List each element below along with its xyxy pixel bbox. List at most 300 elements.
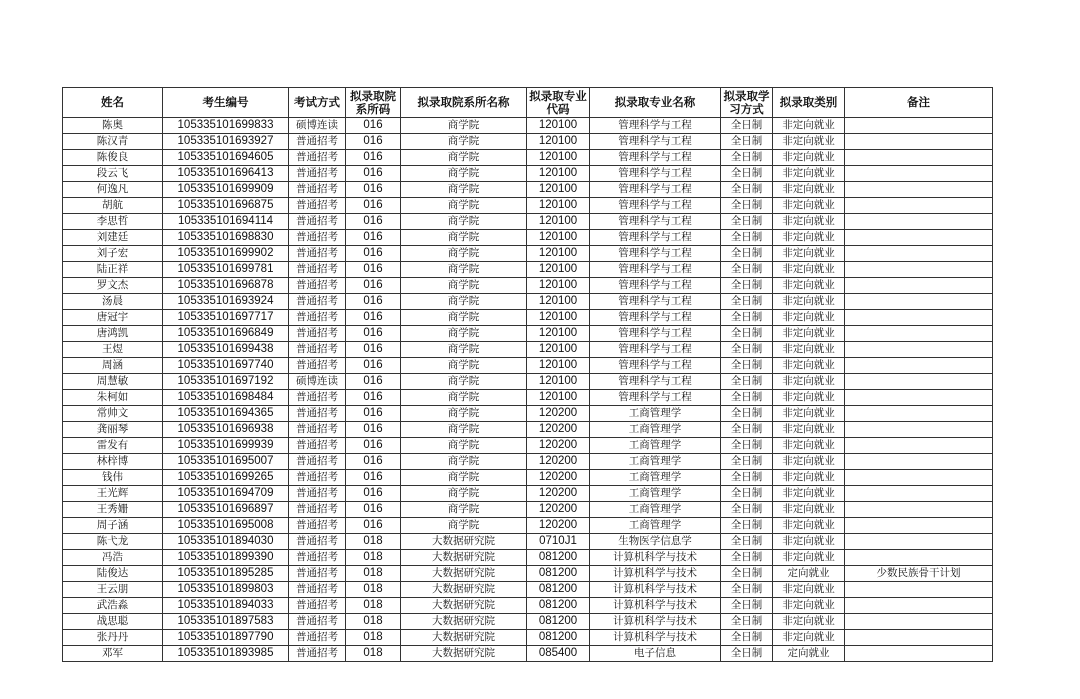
cell-exam-type: 普通招考 [289, 310, 346, 326]
cell-category: 非定向就业 [773, 182, 845, 198]
cell-major-code: 120100 [527, 390, 590, 406]
cell-exam-type: 普通招考 [289, 214, 346, 230]
cell-exam-type: 普通招考 [289, 422, 346, 438]
cell-remarks [845, 550, 993, 566]
cell-dept-name: 大数据研究院 [401, 630, 527, 646]
cell-remarks [845, 454, 993, 470]
cell-remarks [845, 630, 993, 646]
cell-major-name: 电子信息 [590, 646, 721, 662]
cell-major-code: 120100 [527, 230, 590, 246]
cell-major-code: 120100 [527, 182, 590, 198]
cell-category: 非定向就业 [773, 230, 845, 246]
cell-name: 何逸凡 [63, 182, 163, 198]
cell-dept-code: 016 [346, 438, 401, 454]
cell-category: 定向就业 [773, 646, 845, 662]
cell-category: 非定向就业 [773, 358, 845, 374]
cell-name: 陆正祥 [63, 262, 163, 278]
cell-study-mode: 全日制 [721, 502, 773, 518]
table-row [63, 294, 993, 310]
cell-dept-name: 商学院 [401, 278, 527, 294]
cell-name: 王光辉 [63, 486, 163, 502]
cell-exam-type: 普通招考 [289, 278, 346, 294]
cell-exam-type: 普通招考 [289, 246, 346, 262]
cell-remarks [845, 486, 993, 502]
cell-major-name: 计算机科学与技术 [590, 598, 721, 614]
admission-table [62, 87, 993, 662]
cell-study-mode: 全日制 [721, 166, 773, 182]
cell-exam-type: 普通招考 [289, 630, 346, 646]
cell-name: 武浩淼 [63, 598, 163, 614]
cell-dept-name: 商学院 [401, 214, 527, 230]
cell-dept-name: 商学院 [401, 470, 527, 486]
cell-major-code: 120200 [527, 406, 590, 422]
cell-exam-type: 普通招考 [289, 598, 346, 614]
cell-remarks [845, 118, 993, 134]
cell-exam-type: 普通招考 [289, 406, 346, 422]
cell-dept-name: 大数据研究院 [401, 646, 527, 662]
cell-category: 非定向就业 [773, 278, 845, 294]
cell-remarks [845, 406, 993, 422]
cell-remarks [845, 246, 993, 262]
cell-exam-type: 普通招考 [289, 454, 346, 470]
cell-category: 非定向就业 [773, 406, 845, 422]
cell-category: 非定向就业 [773, 502, 845, 518]
cell-dept-name: 商学院 [401, 502, 527, 518]
cell-name: 龚丽琴 [63, 422, 163, 438]
cell-study-mode: 全日制 [721, 454, 773, 470]
cell-remarks [845, 166, 993, 182]
cell-dept-name: 商学院 [401, 406, 527, 422]
cell-candidate-id: 105335101699833 [163, 118, 289, 134]
cell-category: 非定向就业 [773, 390, 845, 406]
table-row [63, 246, 993, 262]
cell-major-code: 120200 [527, 486, 590, 502]
cell-dept-code: 016 [346, 374, 401, 390]
cell-name: 雷发有 [63, 438, 163, 454]
cell-dept-name: 商学院 [401, 134, 527, 150]
cell-dept-name: 商学院 [401, 182, 527, 198]
table-row [63, 358, 993, 374]
cell-exam-type: 普通招考 [289, 326, 346, 342]
cell-dept-code: 016 [346, 454, 401, 470]
cell-remarks [845, 326, 993, 342]
cell-exam-type: 普通招考 [289, 294, 346, 310]
cell-dept-name: 大数据研究院 [401, 582, 527, 598]
cell-study-mode: 全日制 [721, 534, 773, 550]
cell-dept-name: 商学院 [401, 422, 527, 438]
cell-study-mode: 全日制 [721, 582, 773, 598]
cell-exam-type: 普通招考 [289, 550, 346, 566]
cell-major-code: 120100 [527, 214, 590, 230]
table-row [63, 502, 993, 518]
cell-major-code: 081200 [527, 598, 590, 614]
cell-dept-name: 商学院 [401, 246, 527, 262]
cell-major-code: 085400 [527, 646, 590, 662]
cell-exam-type: 普通招考 [289, 198, 346, 214]
cell-major-name: 计算机科学与技术 [590, 614, 721, 630]
cell-remarks [845, 358, 993, 374]
cell-major-code: 120100 [527, 374, 590, 390]
cell-major-name: 工商管理学 [590, 422, 721, 438]
cell-candidate-id: 105335101694365 [163, 406, 289, 422]
cell-remarks [845, 438, 993, 454]
cell-major-code: 120100 [527, 262, 590, 278]
cell-dept-name: 商学院 [401, 150, 527, 166]
cell-candidate-id: 105335101894033 [163, 598, 289, 614]
cell-major-code: 120200 [527, 438, 590, 454]
table-row [63, 230, 993, 246]
cell-remarks [845, 310, 993, 326]
cell-name: 周子涵 [63, 518, 163, 534]
cell-study-mode: 全日制 [721, 422, 773, 438]
cell-study-mode: 全日制 [721, 310, 773, 326]
cell-remarks [845, 278, 993, 294]
cell-candidate-id: 105335101897583 [163, 614, 289, 630]
table-row [63, 454, 993, 470]
cell-candidate-id: 105335101696878 [163, 278, 289, 294]
cell-study-mode: 全日制 [721, 646, 773, 662]
table-row [63, 262, 993, 278]
cell-major-name: 管理科学与工程 [590, 294, 721, 310]
header-category: 拟录取类别 [773, 88, 845, 118]
cell-study-mode: 全日制 [721, 230, 773, 246]
cell-exam-type: 普通招考 [289, 646, 346, 662]
table-row [63, 198, 993, 214]
cell-remarks [845, 294, 993, 310]
cell-category: 非定向就业 [773, 454, 845, 470]
cell-major-name: 管理科学与工程 [590, 134, 721, 150]
cell-major-code: 081200 [527, 550, 590, 566]
cell-name: 朱柯如 [63, 390, 163, 406]
cell-category: 非定向就业 [773, 294, 845, 310]
cell-major-name: 工商管理学 [590, 518, 721, 534]
cell-exam-type: 普通招考 [289, 582, 346, 598]
cell-dept-name: 大数据研究院 [401, 566, 527, 582]
cell-study-mode: 全日制 [721, 150, 773, 166]
cell-dept-code: 018 [346, 614, 401, 630]
cell-exam-type: 普通招考 [289, 486, 346, 502]
cell-name: 王云朋 [63, 582, 163, 598]
cell-candidate-id: 105335101694709 [163, 486, 289, 502]
cell-study-mode: 全日制 [721, 614, 773, 630]
cell-exam-type: 普通招考 [289, 230, 346, 246]
header-candidate-id: 考生编号 [163, 88, 289, 118]
cell-name: 汤晨 [63, 294, 163, 310]
cell-category: 非定向就业 [773, 614, 845, 630]
cell-candidate-id: 105335101899803 [163, 582, 289, 598]
cell-dept-code: 016 [346, 518, 401, 534]
cell-candidate-id: 105335101699781 [163, 262, 289, 278]
cell-dept-code: 016 [346, 502, 401, 518]
cell-major-name: 管理科学与工程 [590, 342, 721, 358]
cell-major-name: 管理科学与工程 [590, 326, 721, 342]
cell-category: 非定向就业 [773, 550, 845, 566]
cell-name: 陈汉青 [63, 134, 163, 150]
cell-dept-code: 016 [346, 246, 401, 262]
cell-candidate-id: 105335101699939 [163, 438, 289, 454]
cell-name: 李思哲 [63, 214, 163, 230]
cell-study-mode: 全日制 [721, 278, 773, 294]
table-row [63, 118, 993, 134]
cell-dept-name: 商学院 [401, 118, 527, 134]
table-row [63, 278, 993, 294]
cell-remarks [845, 422, 993, 438]
cell-candidate-id: 105335101697717 [163, 310, 289, 326]
table-header-row [63, 88, 993, 118]
table-row [63, 582, 993, 598]
cell-name: 胡航 [63, 198, 163, 214]
cell-dept-code: 016 [346, 422, 401, 438]
cell-name: 冯浩 [63, 550, 163, 566]
cell-category: 非定向就业 [773, 118, 845, 134]
cell-study-mode: 全日制 [721, 358, 773, 374]
cell-dept-code: 016 [346, 150, 401, 166]
cell-exam-type: 普通招考 [289, 358, 346, 374]
cell-major-name: 管理科学与工程 [590, 278, 721, 294]
cell-major-name: 工商管理学 [590, 486, 721, 502]
cell-candidate-id: 105335101693927 [163, 134, 289, 150]
cell-candidate-id: 105335101895285 [163, 566, 289, 582]
cell-dept-code: 018 [346, 646, 401, 662]
table-row [63, 214, 993, 230]
cell-dept-name: 商学院 [401, 166, 527, 182]
cell-major-name: 管理科学与工程 [590, 230, 721, 246]
table-row [63, 438, 993, 454]
cell-remarks [845, 470, 993, 486]
cell-major-name: 管理科学与工程 [590, 358, 721, 374]
cell-study-mode: 全日制 [721, 390, 773, 406]
cell-candidate-id: 105335101699909 [163, 182, 289, 198]
cell-dept-code: 016 [346, 486, 401, 502]
cell-category: 非定向就业 [773, 246, 845, 262]
table-row [63, 422, 993, 438]
cell-major-code: 120100 [527, 326, 590, 342]
cell-category: 非定向就业 [773, 310, 845, 326]
header-dept-code: 拟录取院系所码 [346, 88, 401, 118]
cell-candidate-id: 105335101696938 [163, 422, 289, 438]
cell-major-name: 管理科学与工程 [590, 374, 721, 390]
cell-category: 非定向就业 [773, 150, 845, 166]
cell-study-mode: 全日制 [721, 262, 773, 278]
cell-name: 陆俊达 [63, 566, 163, 582]
cell-dept-code: 016 [346, 230, 401, 246]
cell-dept-name: 大数据研究院 [401, 534, 527, 550]
header-exam-type: 考试方式 [289, 88, 346, 118]
cell-dept-code: 016 [346, 470, 401, 486]
cell-remarks [845, 518, 993, 534]
table-row [63, 342, 993, 358]
table-body [63, 118, 993, 662]
cell-major-name: 工商管理学 [590, 502, 721, 518]
cell-name: 陈俊良 [63, 150, 163, 166]
cell-major-name: 管理科学与工程 [590, 214, 721, 230]
table-row [63, 534, 993, 550]
cell-name: 段云飞 [63, 166, 163, 182]
cell-name: 王秀姗 [63, 502, 163, 518]
cell-major-code: 120100 [527, 358, 590, 374]
cell-category: 非定向就业 [773, 262, 845, 278]
cell-dept-code: 016 [346, 358, 401, 374]
cell-dept-code: 016 [346, 118, 401, 134]
cell-candidate-id: 105335101899390 [163, 550, 289, 566]
cell-name: 张丹丹 [63, 630, 163, 646]
cell-remarks [845, 198, 993, 214]
cell-candidate-id: 105335101699265 [163, 470, 289, 486]
cell-candidate-id: 105335101893985 [163, 646, 289, 662]
cell-exam-type: 硕博连读 [289, 374, 346, 390]
cell-study-mode: 全日制 [721, 118, 773, 134]
cell-remarks [845, 262, 993, 278]
table-row [63, 614, 993, 630]
cell-dept-name: 商学院 [401, 326, 527, 342]
cell-exam-type: 普通招考 [289, 182, 346, 198]
cell-remarks [845, 646, 993, 662]
cell-dept-name: 商学院 [401, 310, 527, 326]
cell-candidate-id: 105335101693924 [163, 294, 289, 310]
cell-dept-code: 018 [346, 550, 401, 566]
cell-study-mode: 全日制 [721, 246, 773, 262]
cell-name: 王煜 [63, 342, 163, 358]
cell-category: 非定向就业 [773, 134, 845, 150]
cell-name: 战思聪 [63, 614, 163, 630]
cell-exam-type: 普通招考 [289, 438, 346, 454]
cell-dept-name: 商学院 [401, 390, 527, 406]
cell-dept-code: 016 [346, 214, 401, 230]
cell-candidate-id: 105335101696849 [163, 326, 289, 342]
cell-major-code: 120100 [527, 310, 590, 326]
cell-category: 非定向就业 [773, 214, 845, 230]
cell-candidate-id: 105335101694114 [163, 214, 289, 230]
cell-study-mode: 全日制 [721, 182, 773, 198]
cell-study-mode: 全日制 [721, 566, 773, 582]
cell-major-code: 120100 [527, 294, 590, 310]
cell-major-name: 管理科学与工程 [590, 262, 721, 278]
cell-category: 非定向就业 [773, 198, 845, 214]
cell-remarks [845, 502, 993, 518]
header-remarks: 备注 [845, 88, 993, 118]
cell-major-code: 120100 [527, 150, 590, 166]
cell-remarks [845, 342, 993, 358]
cell-study-mode: 全日制 [721, 486, 773, 502]
cell-candidate-id: 105335101694605 [163, 150, 289, 166]
table-row [63, 310, 993, 326]
cell-exam-type: 普通招考 [289, 518, 346, 534]
table-row [63, 518, 993, 534]
table-row [63, 630, 993, 646]
cell-major-name: 管理科学与工程 [590, 150, 721, 166]
cell-name: 刘建廷 [63, 230, 163, 246]
cell-name: 唐冠宇 [63, 310, 163, 326]
cell-category: 非定向就业 [773, 166, 845, 182]
cell-dept-name: 商学院 [401, 518, 527, 534]
cell-study-mode: 全日制 [721, 342, 773, 358]
cell-remarks [845, 214, 993, 230]
cell-candidate-id: 105335101699902 [163, 246, 289, 262]
cell-dept-code: 016 [346, 390, 401, 406]
cell-study-mode: 全日制 [721, 470, 773, 486]
cell-exam-type: 普通招考 [289, 566, 346, 582]
cell-major-code: 120100 [527, 246, 590, 262]
cell-major-code: 120100 [527, 278, 590, 294]
cell-exam-type: 普通招考 [289, 134, 346, 150]
cell-major-code: 0710J1 [527, 534, 590, 550]
table-row [63, 550, 993, 566]
cell-dept-code: 016 [346, 182, 401, 198]
cell-major-code: 120200 [527, 422, 590, 438]
header-study-mode: 拟录取学习方式 [721, 88, 773, 118]
cell-dept-code: 016 [346, 278, 401, 294]
table-row [63, 134, 993, 150]
cell-major-name: 管理科学与工程 [590, 198, 721, 214]
cell-candidate-id: 105335101695008 [163, 518, 289, 534]
header-major-name: 拟录取专业名称 [590, 88, 721, 118]
cell-exam-type: 普通招考 [289, 342, 346, 358]
cell-name: 唐鸿凯 [63, 326, 163, 342]
cell-study-mode: 全日制 [721, 630, 773, 646]
cell-name: 刘子宏 [63, 246, 163, 262]
cell-candidate-id: 105335101897790 [163, 630, 289, 646]
cell-name: 周慧敏 [63, 374, 163, 390]
cell-major-code: 120100 [527, 118, 590, 134]
cell-study-mode: 全日制 [721, 598, 773, 614]
header-name: 姓名 [63, 88, 163, 118]
table-row [63, 406, 993, 422]
cell-dept-code: 016 [346, 294, 401, 310]
cell-major-code: 120100 [527, 198, 590, 214]
cell-remarks [845, 534, 993, 550]
cell-study-mode: 全日制 [721, 326, 773, 342]
cell-major-code: 120200 [527, 502, 590, 518]
cell-remarks [845, 598, 993, 614]
cell-major-code: 081200 [527, 582, 590, 598]
table-row [63, 374, 993, 390]
table-row [63, 326, 993, 342]
cell-exam-type: 普通招考 [289, 390, 346, 406]
table-row [63, 486, 993, 502]
cell-dept-name: 商学院 [401, 198, 527, 214]
cell-remarks: 少数民族骨干计划 [845, 566, 993, 582]
cell-category: 非定向就业 [773, 470, 845, 486]
cell-dept-code: 018 [346, 566, 401, 582]
cell-category: 非定向就业 [773, 630, 845, 646]
header-dept-name: 拟录取院系所名称 [401, 88, 527, 118]
cell-dept-name: 大数据研究院 [401, 614, 527, 630]
cell-dept-code: 016 [346, 406, 401, 422]
cell-candidate-id: 105335101894030 [163, 534, 289, 550]
cell-category: 非定向就业 [773, 342, 845, 358]
header-major-code: 拟录取专业代码 [527, 88, 590, 118]
cell-remarks [845, 134, 993, 150]
cell-major-code: 120100 [527, 166, 590, 182]
cell-exam-type: 普通招考 [289, 502, 346, 518]
cell-major-code: 120200 [527, 518, 590, 534]
cell-category: 非定向就业 [773, 486, 845, 502]
cell-candidate-id: 105335101698484 [163, 390, 289, 406]
cell-major-name: 管理科学与工程 [590, 246, 721, 262]
cell-candidate-id: 105335101699438 [163, 342, 289, 358]
cell-major-name: 工商管理学 [590, 406, 721, 422]
cell-major-name: 工商管理学 [590, 470, 721, 486]
cell-major-code: 081200 [527, 630, 590, 646]
cell-major-code: 120200 [527, 470, 590, 486]
cell-major-code: 120100 [527, 342, 590, 358]
cell-major-name: 计算机科学与技术 [590, 582, 721, 598]
cell-candidate-id: 105335101696897 [163, 502, 289, 518]
cell-major-code: 120100 [527, 134, 590, 150]
cell-major-name: 工商管理学 [590, 454, 721, 470]
cell-remarks [845, 230, 993, 246]
cell-major-name: 管理科学与工程 [590, 166, 721, 182]
